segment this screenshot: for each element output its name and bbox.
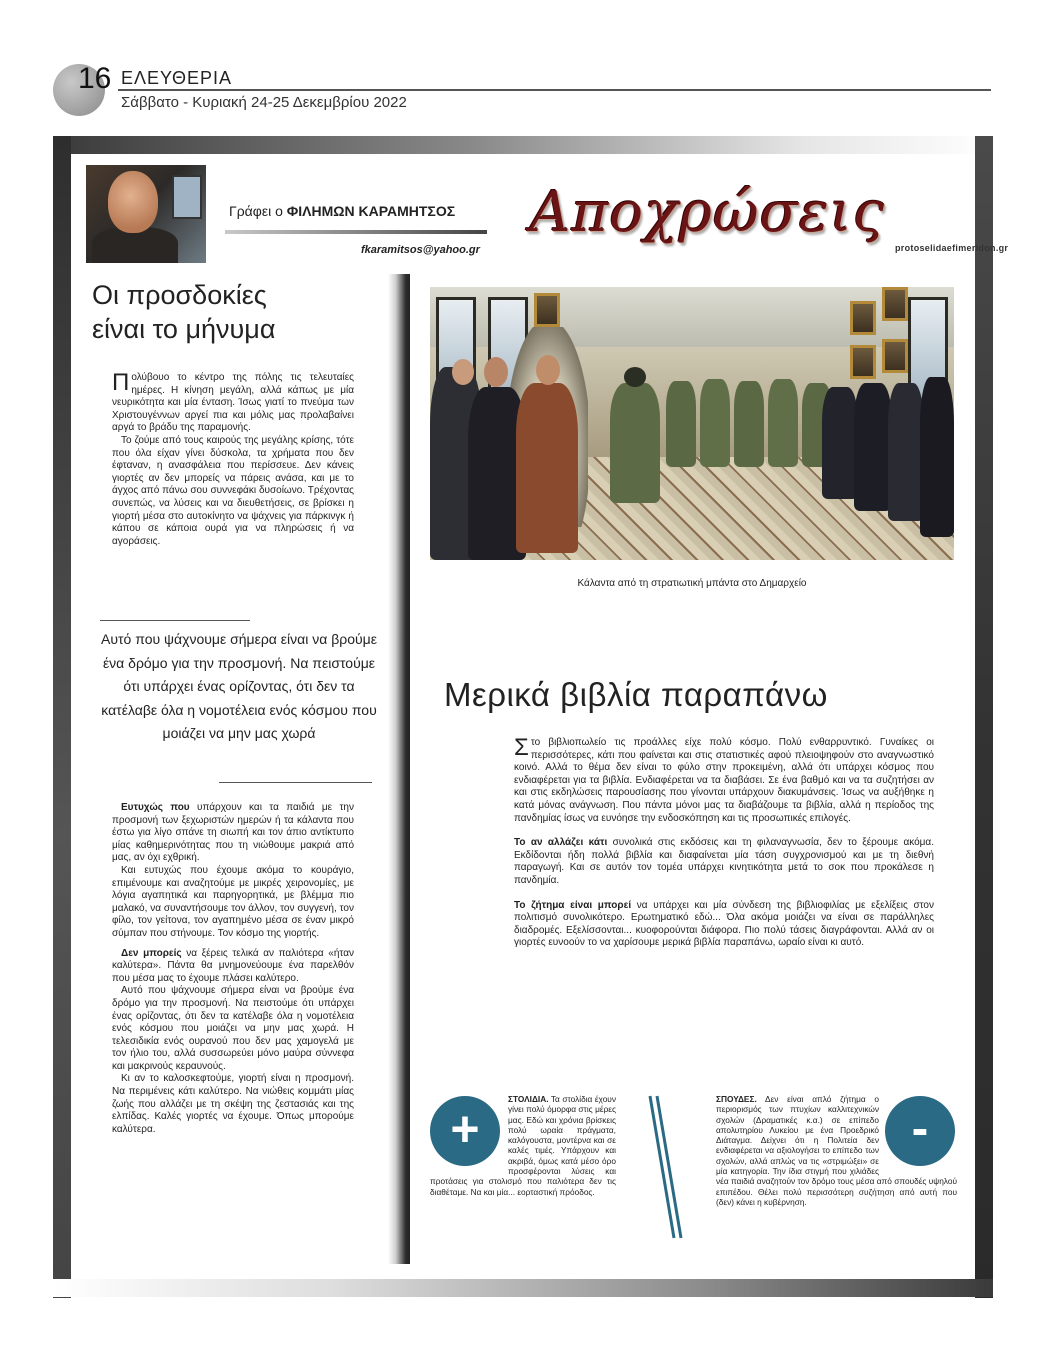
left-article-continued (112, 802, 354, 1136)
minus-box-lead: ΣΠΟΥΔΕΣ. (716, 1094, 757, 1104)
right-p3: να υπάρχει και μία σύνδεση της βιβλιοφιλίας με εξελίξεις στον πολιτισμό συνολικότερο. Ερωτηματικό εδώ... Όλα ακόμα μοιάζει να είναι σε παράλληλες διαδρομές. Εξελίσσονται... κυοφορούνται διάφορα. Πιο πολύ τάσεις διαγράφονται. Αλλά αν οι γιορτές ευνοούν το να χαρίσουμε μερικά βιβλία παραπάνω, ωραίο είναι κι αυτό. (514, 899, 934, 949)
minus-icon: - (885, 1096, 955, 1166)
author-rule (225, 230, 487, 234)
left-p7: Κι αν το καλοσκεφτούμε, γιορτή είναι η προσμονή. Να περιμένεις κάτι καλύτερο. Να νιώθεις κομμάτι μίας ζωής που αλλάζει με τη σκέψη της ζεστασιάς και της ελπίδας. Καλές γιορτές να έχουμε. Όπως μπορούμε καλύτερα. (112, 1073, 354, 1135)
right-p3-lead: Το ζήτημα είναι μπορεί (514, 899, 632, 911)
right-article-title: Μερικά βιβλία παραπάνω (444, 676, 828, 713)
left-title-line2: είναι το μήνυμα (92, 314, 276, 344)
left-p3-lead: Ευτυχώς που (121, 802, 190, 813)
left-p5: να ξέρεις τελικά αν παλιότερα «ήταν καλύτερα». Πάντα θα μνημονεύουμε ένα παρελθόν που μέσα μας το έχουμε πλάσει καλύτερο. (112, 947, 354, 984)
page-number: 16 (78, 62, 112, 95)
left-p5-lead: Δεν μπορείς (121, 947, 182, 959)
issue-date: Σάββατο - Κυριακή 24-25 Δεκεμβρίου 2022 (121, 94, 407, 111)
frame-left-bar (53, 136, 71, 1298)
dropcap-right: Σ (514, 734, 529, 761)
author-prefix: Γράφει ο (229, 203, 287, 219)
left-p3: υπάρχουν και τα παιδιά με την προσμονή των ξεχωριστών ημερών ή τα κάλαντα που έστω για λίγο σπάνε τη σιωπή και τον άπιο αντίκτυπο μίας καθημερινότητας που τη νιώθουμε μακριά από μας, αν όχι εχθρική. (112, 802, 354, 864)
separator-slash (640, 1092, 690, 1242)
frame-right-bar (975, 136, 993, 1298)
frame-bottom-bar (53, 1279, 993, 1297)
event-photo (430, 287, 954, 560)
column-divider (388, 274, 410, 1264)
plus-box-text: Τα στολίδια έχουν γίνει πολύ όμορφα στις μέρες μας. Εδώ και χρόνια βρίσκεις πολύ ωραία πράγματα, καλόγουστα, μοντέρνα και σε καλές τιμές. Υπάρχουν και ακριβά, όμως κατά μέσο όρο προσφέρονται λύσεις και προτάσεις για στολισμό που παλιότερα δεν τις διαθέταμε. Να και μία... εορταστική πρόοδος. (430, 1094, 616, 1197)
left-p2: Το ζούμε από τους καιρούς της μεγάλης κρίσης, τότε που όλα είχαν γίνει δύσκολα, τα χρήματα που δεν έφταναν, η ανασφάλεια που περίσσευε. Δεν κάνεις γιορτές αν δεν μπορείς να πάρεις ανάσα, και με το άγχος από πάνω σου συννεφάκι δυσοίωνο. Τρέχοντας συνεπώς, να λύσεις και να διευθετήσεις, σε βρίσκει η γιορτή μέσα στο αυτοκίνητο να ψάχνεις για πάρκινγκ ή κάπου σε κάποια ουρά για να πληρώσεις ή να αγοράσεις. (112, 434, 354, 547)
author-email: fkaramitsos@yahoo.gr (361, 244, 480, 256)
left-title-line1: Οι προσδοκίες (92, 280, 267, 310)
left-article-title (92, 278, 382, 346)
pull-quote: Αυτό που ψάχνουμε σήμερα είναι να βρούμε ένα δρόμο για την προσμονή. Να πειστούμε ότι υπάρχει ένας ορίζοντας, ότι δεν τα κατέλαβε όλα η νομοτέλεια ενός κόσμου που μοιάζει να μην μας χωρά (101, 631, 377, 742)
frame-top-bar (53, 136, 993, 154)
left-p1: ολύβουο το κέντρο της πόλης τις τελευταίες ημέρες. Η κίνηση μεγάλη, αλλά κάπως με μία νευρικότητα και μία ένταση. Ίσως γιατί το πνεύμα των Χριστουγέννων αργεί πια και μόλις μας προλαβαίνει αργά το βράδυ της παραμονής. (112, 372, 354, 434)
photo-caption: Κάλαντα από τη στρατιωτική μπάντα στο Δημαρχείο (577, 578, 807, 589)
left-p6: Αυτό που ψάχνουμε σήμερα είναι να βρούμε ένα δρόμο για την προσμονή. Να πειστούμε ότι υπάρχει ένας ορίζοντας, ότι δεν τα κατέλαβε όλα η νομοτέλεια ενός κόσμου που μοιάζει να μην μας χωρά. Η τελεσιδικία ενός ουρανού που δεν μας χαμογελά με τον ήλιο του, αλλά συσσωρεύει μόνο μαύρα σύννεφα και μακρινούς κεραυνούς. (112, 985, 354, 1072)
right-p2: συνολικά στις εκδόσεις και τη φιλαναγνωσία, δεν το ξέρουμε ακόμα. Εκδίδονται ήδη πολλά βιβλία και διαφαίνεται μία τάση συγχρονισμού και με τη διεθνή παραγωγή. Και σε αυτόν τον τομέα υπάρχει κινητικότητα μετά το σοκ που προκάλεσε η πανδημία. (514, 837, 934, 886)
pull-quote-rule-bottom (219, 782, 372, 783)
right-p2-lead: Το αν αλλάζει κάτι (514, 837, 608, 849)
watermark: protoselidaefimeridon.gr (895, 243, 1009, 253)
plus-box-lead: ΣΤΟΛΙΔΙΑ. (508, 1094, 549, 1104)
header-rule (118, 89, 991, 91)
dropcap-left: Π (112, 369, 130, 396)
right-article-body (514, 734, 934, 950)
left-article-lead (112, 369, 354, 548)
author-photo (86, 165, 206, 263)
newspaper-name: ΕΛΕΥΘΕΡΙΑ (121, 68, 233, 88)
right-p1: το βιβλιοπωλείο τις προάλλες είχε πολύ κόσμο. Πολύ ενθαρρυντικό. Γυναίκες οι περισσότερες, κάτι που φαίνεται και στις στατιστικές αφού πλειοψηφούν στο αναγνωστικό κοινό. Αλλά το θέμα δεν είναι το φύλο στην προκειμένη, αλλά ότι υπάρχει κόσμος που ενδιαφέρεται για τα βιβλία. Ενδιαφέρεται να τα διαβάσει. Σε ένα βαθμό και να τα συζητήσει αν και στις εκδηλώσεις παρουσίασης που γίνονται υπάρχουν διακυμάνσεις. Ίσως να αυξήθηκε η κατά μόνας ανάγνωση. Που πάντα μόνοι μας τα διαβάζουμε τα βιβλία, αλλά η περίοδος της πανδημίας ίσως να ευνόησε την ενδοσκόπηση και τις προσωπικές επιλογές. (514, 737, 934, 824)
left-p4: Και ευτυχώς που έχουμε ακόμα το κουράγιο, επιμένουμε και αναζητούμε με μικρές χειρονομίες, με λόγια αγαπητικά και παρηγορητικά, με βλέμμα πιο μαλακό, να συναντήσουμε τον άλλον, τον συγγενή, τον φίλο, τον γείτονα, τον αγαπημένο μέσα σε έναν μικρό σύμπαν που στήνουμε. Τον κόσμο της γιορτής. (112, 864, 354, 939)
pull-quote-rule-top (100, 620, 250, 621)
minus-box-text: Δεν είναι απλό ζήτημα ο περιορισμός των πτυχίων καλλιτεχνικών σχολών (Δραματικές κ.α.) σε επίπεδο απολυτηρίου Λυκείου με ένα Προεδρικό Διάταγμα. Δείχνει ότι η Πολιτεία δεν ενδιαφέρεται να αξιολογήσει το επίπεδο των σχολών, αλλά απλώς να τις «στριμώξει» σε μία κατηγορία. Την ίδια στιγμή που χιλιάδες νέα παιδιά αναζητούν τον δρόμο τους μέσα από σπουδές υψηλού επιπέδου. Θέλει πολύ περισσότερη συζήτηση από αυτή που (δεν) κάνει η κυβέρνηση. (716, 1094, 957, 1207)
author-byline (229, 203, 455, 219)
column-logo: Αποχρώσεις (530, 180, 886, 245)
plus-icon: + (430, 1096, 500, 1166)
author-name: ΦΙΛΗΜΩΝ ΚΑΡΑΜΗΤΣΟΣ (286, 203, 456, 219)
